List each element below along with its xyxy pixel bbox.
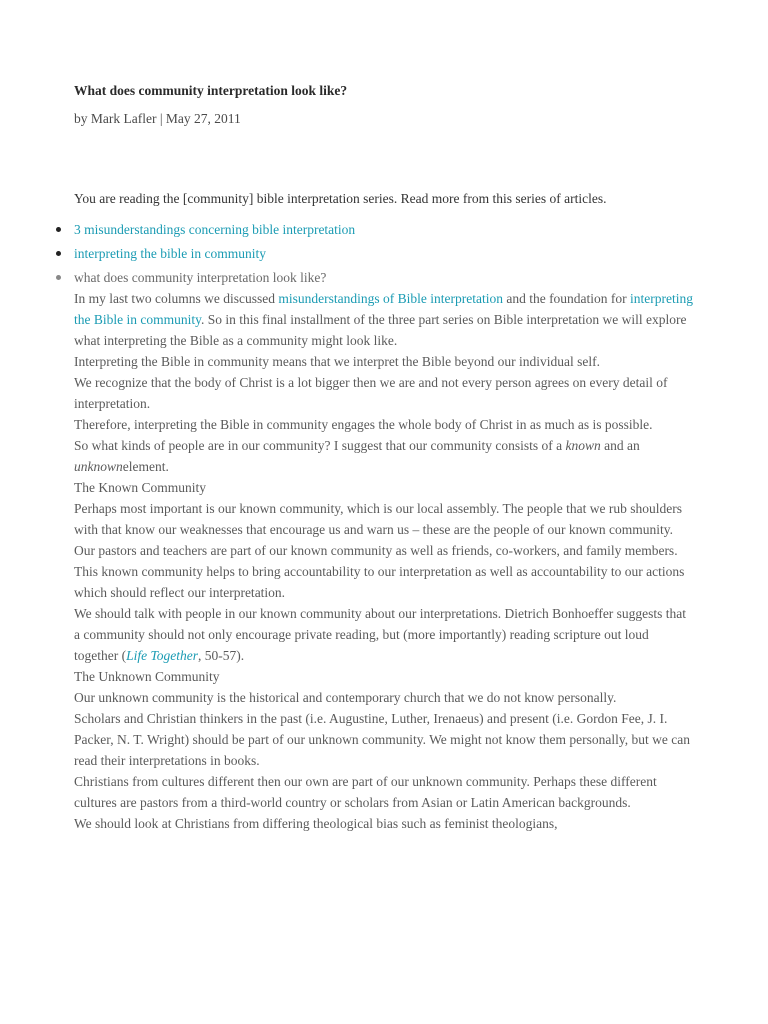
text: In my last two columns we discussed xyxy=(74,290,279,306)
emphasis-known: known xyxy=(565,437,601,453)
text: , 50-57). xyxy=(198,647,245,663)
paragraph: Interpreting the Bible in community means that we interpret the Bible beyond our individual self. xyxy=(74,353,600,369)
article-byline: by Mark Lafler | May 27, 2011 xyxy=(74,111,241,126)
series-link-interpreting-in-community[interactable]: interpreting the bible in community xyxy=(74,246,266,261)
list-item xyxy=(74,243,694,267)
paragraph: Our pastors and teachers are part of our known community as well as friends, co-workers, and family members. xyxy=(74,542,678,558)
series-intro: You are reading the [community] bible interpretation series. Read more from this series of articles. xyxy=(74,191,607,206)
text: and an xyxy=(600,437,640,453)
paragraph: Christians from cultures different then our own are part of our unknown community. Perhaps these different cultures are pastors from a third-world country or scholars from Asian or Latin American backgrounds. xyxy=(74,773,657,810)
paragraph xyxy=(74,435,694,477)
paragraph: Scholars and Christian thinkers in the past (i.e. Augustine, Luther, Irenaeus) and present (i.e. Gordon Fee, J. I. Packer, N. T. Wright) should be part of our unknown community. We might not know them personally, but we can read their interpretations in books. xyxy=(74,710,690,768)
paragraph: We should look at Christians from differing theological bias such as feminist theologians, xyxy=(74,815,558,831)
paragraph: Perhaps most important is our known community, which is our local assembly. The people that we rub shoulders with that know our weaknesses that encourage us and warn us – these are the people of our known community. xyxy=(74,500,683,537)
section-heading-unknown: The Unknown Community xyxy=(74,668,220,684)
text: . So in this final installment of the three part series on Bible interpretation we will explore what interpreting the Bible as a community might look like. xyxy=(74,311,687,348)
paragraph: This known community helps to bring accountability to our interpretation as well as accountability to our actions which should reflect our interpretation. xyxy=(74,563,685,600)
article-title: What does community interpretation look like? xyxy=(74,83,348,98)
paragraph: Therefore, interpreting the Bible in community engages the whole body of Christ in as much as is possible. xyxy=(74,416,653,432)
section-heading-known: The Known Community xyxy=(74,479,206,495)
emphasis-unknown: unknown xyxy=(74,458,123,474)
series-link-misunderstandings[interactable]: 3 misunderstandings concerning bible interpretation xyxy=(74,222,356,237)
series-list xyxy=(74,219,694,291)
series-current-item: what does community interpretation look like? xyxy=(74,270,327,285)
paragraph: We recognize that the body of Christ is a lot bigger then we are and not every person agrees on every detail of interpretation. xyxy=(74,374,668,411)
list-item xyxy=(74,219,694,243)
text: We should talk with people in our known community about our interpretations. Dietrich Bonhoeffer suggests that a community should not only encourage private reading, but (more importantly) reading scripture out loud together ( xyxy=(74,605,687,663)
text: So what kinds of people are in our community? I suggest that our community consists of a xyxy=(74,437,566,453)
link-life-together[interactable] xyxy=(126,648,198,663)
paragraph xyxy=(74,288,694,351)
paragraph xyxy=(74,603,694,666)
text: element. xyxy=(122,458,169,474)
article-body xyxy=(74,288,694,834)
link-interpreting-in-community[interactable]: interpreting the Bible in community xyxy=(74,290,694,327)
book-title: Life Together xyxy=(126,647,198,663)
paragraph: Our unknown community is the historical and contemporary church that we do not know personally. xyxy=(74,689,617,705)
link-misunderstandings[interactable]: misunderstandings of Bible interpretation xyxy=(278,290,503,306)
text: and the foundation for xyxy=(502,290,631,306)
